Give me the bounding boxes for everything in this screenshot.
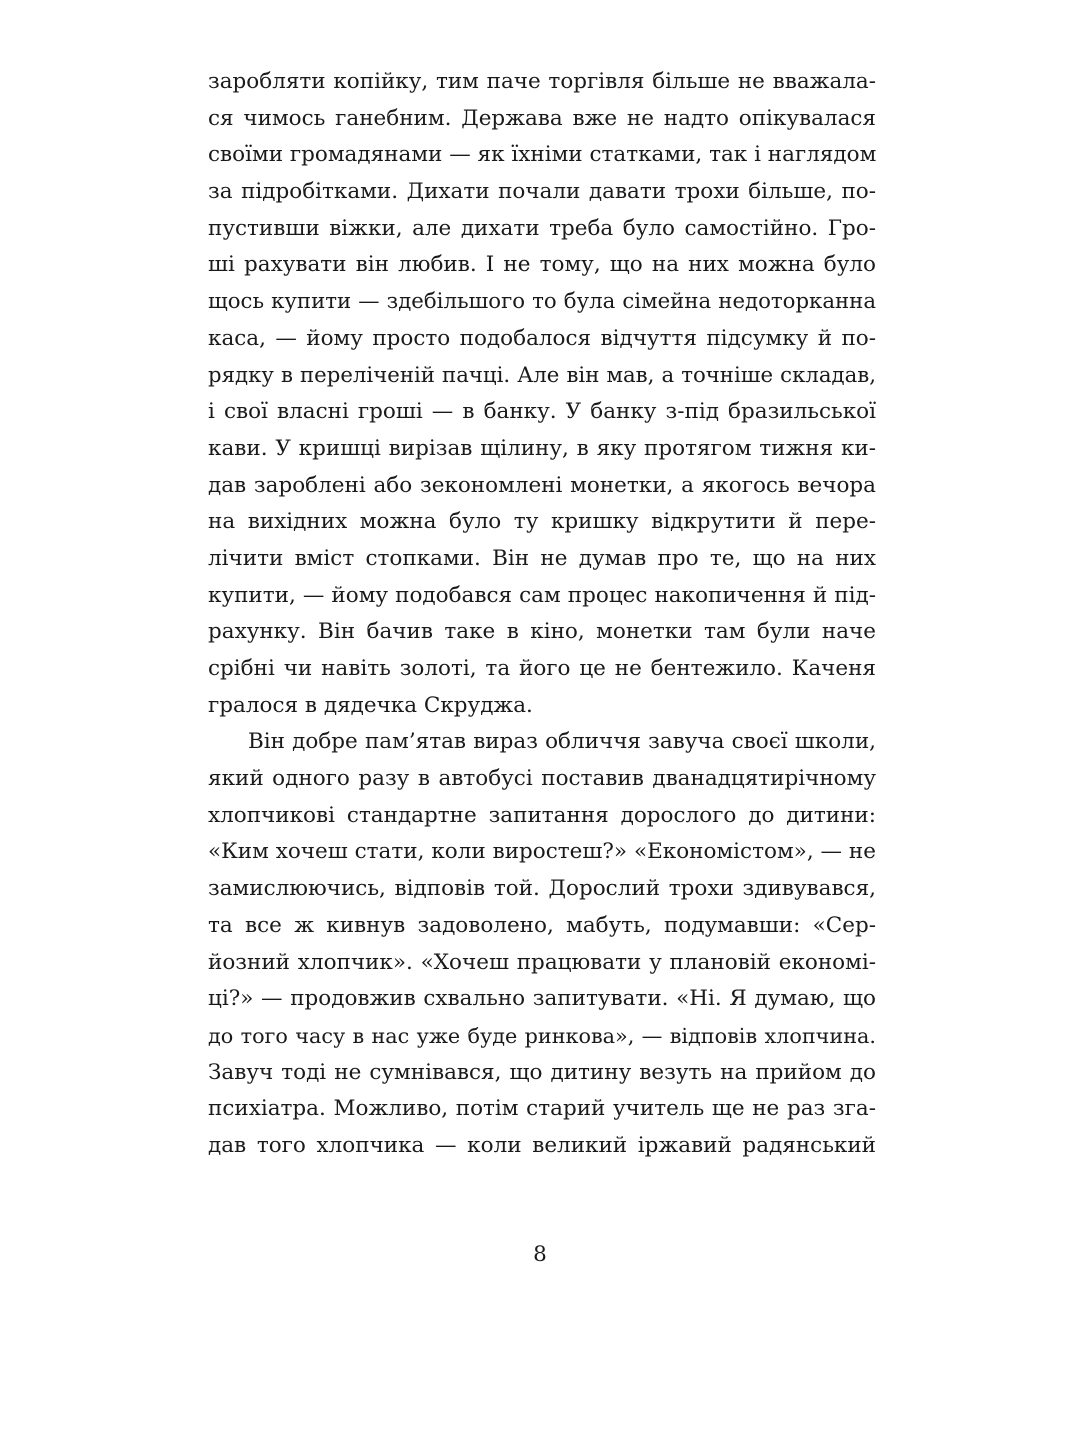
paragraph-2: [208, 724, 876, 1164]
text-line: до того часу в нас уже буде ринкова», — відповів хлопчина.: [208, 1023, 876, 1048]
text-line: дав того хлопчика — коли великий іржавий радянський: [208, 1132, 876, 1158]
text-line: гралося в дядечка Скруджа.: [208, 692, 533, 718]
text-line: рахунку. Він бачив таке в кіно, монетки там були наче: [208, 619, 876, 645]
text-line: за підробітками. Дихати почали давати трохи більше, по-: [208, 179, 876, 205]
body-text: [208, 64, 876, 1165]
text-line: купити, — йому подобався сам процес накопичення й під-: [208, 582, 876, 608]
text-line: кави. У кришці вирізав щілину, в яку протягом тижня ки-: [208, 435, 876, 461]
text-line: дав зароблені або зекономлені монетки, а якогось вечора: [208, 472, 876, 498]
text-line: Завуч тоді не сумнівався, що дитину везуть на прийом до: [208, 1059, 876, 1085]
text-line: йозний хлопчик». «Хочеш працювати у плановій економі-: [208, 949, 876, 975]
page-number: 8: [533, 1242, 547, 1267]
text-line: щось купити — здебільшого то була сімейна недоторканна: [208, 289, 876, 315]
text-line: пустивши віжки, але дихати треба було самостійно. Гро-: [208, 215, 876, 241]
text-line: Він добре пам’ятав вираз обличчя завуча своєї школи,: [248, 729, 876, 755]
text-line: рядку в переліченій пачці. Але він мав, а точніше складав,: [208, 362, 876, 388]
text-line: своїми громадянами — як їхніми статками, так і наглядом: [208, 142, 876, 168]
text-line: лічити вміст стопками. Він не думав про те, що на них: [208, 545, 876, 571]
text-line: замислюючись, відповів той. Дорослий трохи здивувався,: [208, 876, 876, 902]
text-line: та все ж кивнув задоволено, мабуть, подумавши: «Сер-: [208, 912, 876, 938]
text-line: психіатра. Можливо, потім старий учитель ще не раз зга-: [208, 1096, 876, 1122]
text-line: ці?» — продовжив схвально запитувати. «Ні. Я думаю, що: [208, 986, 876, 1012]
text-line: заробляти копійку, тим паче торгівля більше не вважала-: [208, 69, 876, 94]
text-line: ші рахувати він любив. І не тому, що на них можна було: [208, 252, 876, 278]
text-line: срібні чи навіть золоті, та його це не бентежило. Каченя: [208, 656, 876, 681]
text-line: який одного разу в автобусі поставив дванадцятирічному: [208, 766, 876, 792]
text-line: каса, — йому просто подобалося відчуття підсумку й по-: [208, 325, 876, 351]
text-line: ся чимось ганебним. Держава вже не надто опікувалася: [208, 105, 876, 131]
text-line: і свої власні гроші — в банку. У банку з-під бразильської: [208, 399, 876, 425]
text-line: хлопчикові стандартне запитання дорослого до дитини:: [208, 802, 876, 828]
text-line: «Ким хочеш стати, коли виростеш?» «Економістом», — не: [208, 839, 876, 865]
text-line: на вихідних можна було ту кришку відкрутити й пере-: [208, 509, 876, 535]
paragraph-1: [208, 64, 876, 724]
